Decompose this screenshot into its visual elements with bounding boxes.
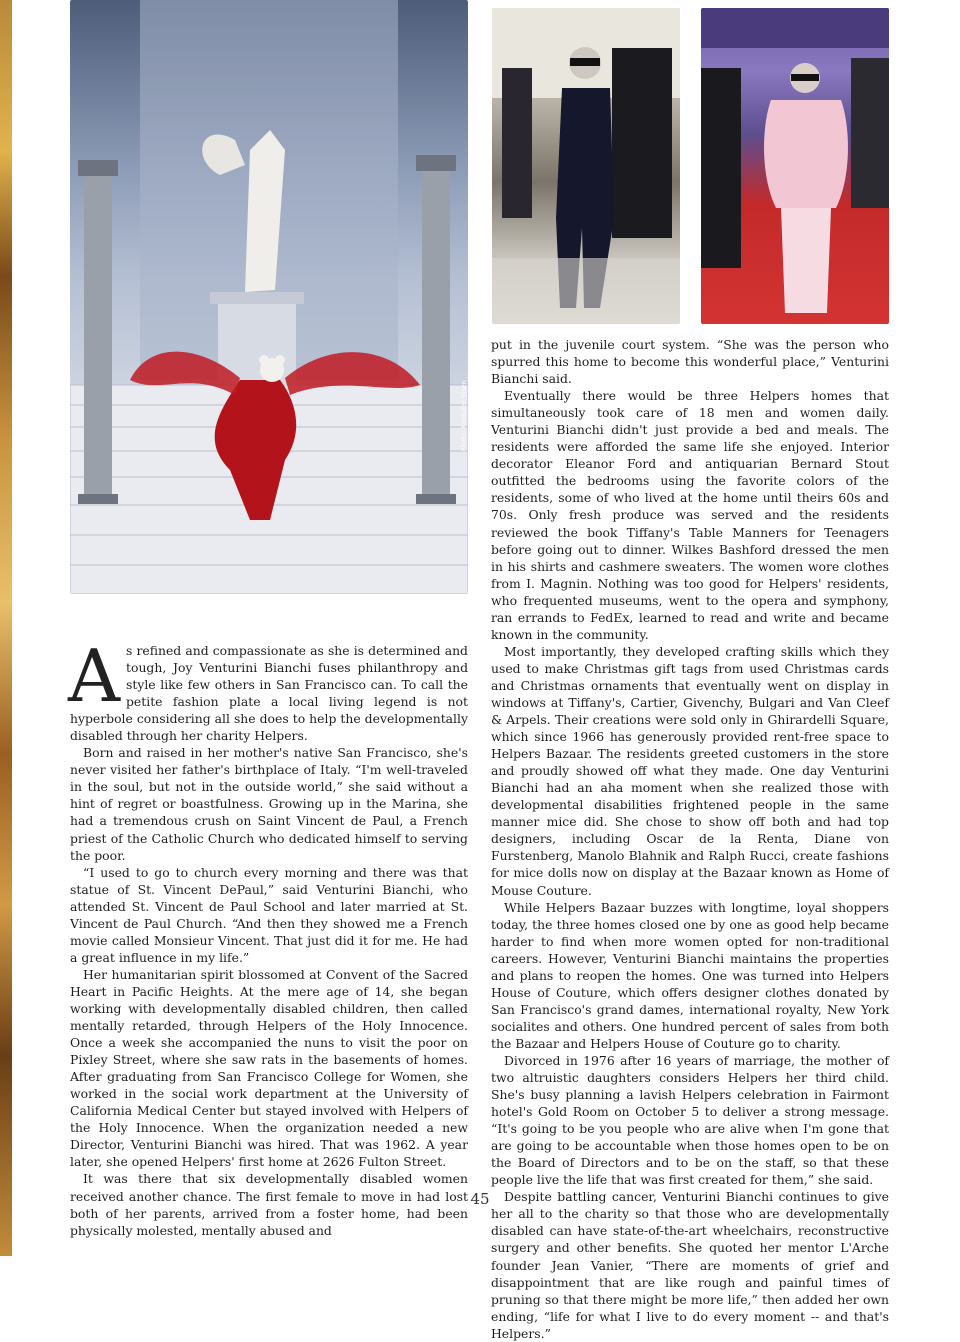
article-paragraph: It was there that six developmentally disabled women received another chance. The first female to move in had lost both of her parents, arrived from a foster home, had been physically molested, mentally abused and (70, 1171, 468, 1238)
article-column-left (68, 634, 468, 1239)
article-paragraph: put in the juvenile court system. “She was the person who spurred this home to become this wonderful place,” Venturini Bianchi said. (491, 337, 889, 387)
article-paragraph: Divorced in 1976 after 16 years of marriage, the mother of two altruistic daughters considers Helpers her third child. She's busy planning a lavish Helpers celebration in Fairmont hotel's Gold Room on October 5 to deliver a strong message. “It's going to be you people who are alive when I'm gone that are going to be accountable when those homes open to be on the Board of Directors and to be on the staff, so that these people live the life that was first created for them,” she said. (491, 1052, 889, 1188)
photo-mouse-couture-staircase (70, 0, 468, 594)
staircase-illustration (70, 0, 468, 594)
photo-pink-feather-coat (701, 8, 889, 324)
article-paragraph (68, 634, 468, 744)
article-paragraph: Despite battling cancer, Venturini Bianchi continues to give her all to the charity so that those who are developmentally disabled can have state-of-the-art wheelchairs, reconstructive surgery and other benefits. She quoted her mentor L'Arche founder Jean Vanier, “There are moments of grief and disappointment that are like rough and painful times of pruning so that there might be more life,” then added her own ending, “life for what I live to do every moment -- and that's Helpers.” (491, 1189, 889, 1341)
photo-black-gown (492, 8, 680, 324)
article-paragraph: Most importantly, they developed crafting skills which they used to make Christmas gift tags from used Christmas cards and Christmas ornaments that eventually went on display in windows at Tiffany's, Cartier, Givenchy, Bulgari and Van Cleef & Arpels. Their creations were sold only in Ghirardelli Square, which since 1966 has generously provided rent-free space to Helpers Bazaar. The residents greeted customers in the store and proudly showed off what they made. One day Venturini Bianchi had an aha moment when she realized those with developmental disabilities frightened people in the same manner mice did. She chose to show off both and had top designers, including Oscar de la Renta, Diane von Furstenberg, Manolo Blahnik and Ralph Rucci, create fashions for mice dolls now on display at the Bazaar known as Home of Mouse Couture. (491, 643, 889, 898)
left-edge-strip (0, 0, 12, 1256)
black-gown-figure (492, 8, 680, 324)
paragraph-text: s refined and compassionate as she is determined and tough, Joy Venturini Bianchi fuses philanthropy and style like few others in San Francisco can. To call the petite fashion plate a local living legend is not hyperbole considering all she does to help the developmentally disabled through her charity Helpers. (70, 643, 468, 744)
photo-credit: Photo: Kristofer Visen (460, 380, 467, 452)
page-number: 45 (470, 1190, 490, 1208)
article-paragraph: Her humanitarian spirit blossomed at Convent of the Sacred Heart in Pacific Heights. At the mere age of 14, she began working with developmentally disabled children, then called mentally retarded, through Helpers of the Holy Innocence. Once a week she accompanied the nuns to visit the poor on Pixley Street, where she saw rats in the basements of homes. After graduating from San Francisco College for Women, she worked in the social work department at the University of California Medical Center but stayed involved with Helpers of the Holy Innocence. When the organization needed a new Director, Venturini Bianchi was hired. That was 1962. A year later, she opened Helpers' first home at 2626 Fulton Street. (70, 966, 468, 1170)
pink-coat-figure (701, 8, 889, 324)
drop-cap: A (68, 634, 120, 718)
article-paragraph: Born and raised in her mother's native San Francisco, she's never visited her father's birthplace of Italy. “I'm well-traveled in the soul, but not in the outside world,” she said without a hint of regret or boastfulness. Growing up in the Marina, she had a tremendous crush on Saint Vincent de Paul, a French priest of the Catholic Church who dedicated himself to serving the poor. (70, 745, 468, 863)
article-paragraph: “I used to go to church every morning and there was that statue of St. Vincent DePaul,” said Venturini Bianchi, who attended St. Vincent de Paul School and later married at St. Vincent de Paul Church. “And then they showed me a French movie called Monsieur Vincent. That just did it for me. He had a great influence in my life.” (70, 864, 468, 965)
article-paragraph: Eventually there would be three Helpers homes that simultaneously took care of 18 men and women daily. Venturini Bianchi didn't just provide a bed and meals. The residents were afforded the same life she enjoyed. Interior decorator Eleanor Ford and antiquarian Bernard Stout outfitted the bedrooms using the favorite colors of the residents, some of who lived at the home until theirs 60s and 70s. Only fresh produce was served and the residents reviewed the book Tiffany's Table Manners for Teenagers before going out to dinner. Wilkes Bashford dressed the men in his shirts and cashmere sweaters. The women wore clothes from I. Magnin. Nothing was too good for Helpers' residents, who frequented museums, went to the opera and symphony, ran errands to FedEx, learned to read and write and became known in the community. (491, 388, 889, 642)
article-paragraph: While Helpers Bazaar buzzes with longtime, loyal shoppers today, the three homes closed one by one as good help became harder to find when more women opted for non-traditional careers. However, Venturini Bianchi maintains the properties and plans to reopen the homes. One was turned into Helpers House of Couture, which offers designer clothes donated by San Francisco's grand dames, international royalty, New York socialites and others. One hundred percent of sales from both the Bazaar and Helpers House of Couture go to charity. (491, 899, 889, 1051)
